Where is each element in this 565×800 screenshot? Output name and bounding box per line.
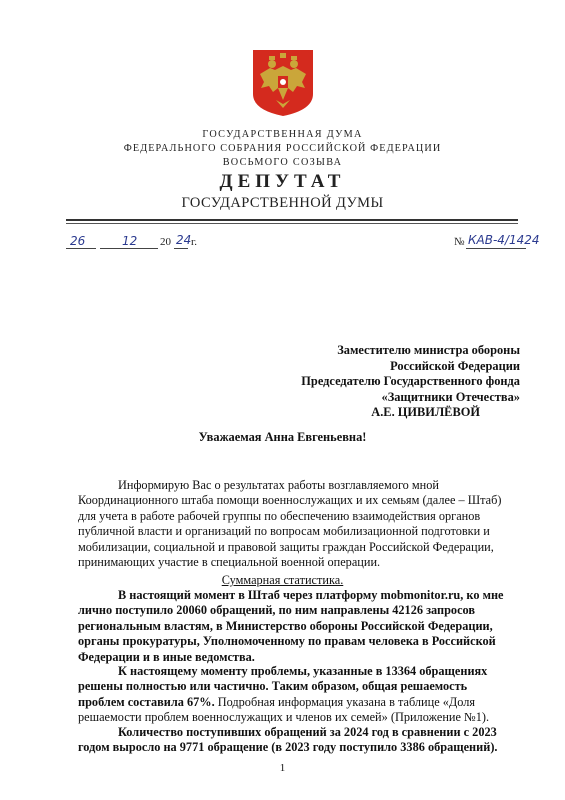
header-line-1: ГОСУДАРСТВЕННАЯ ДУМА: [202, 129, 363, 140]
intro-line: публичной власти и организаций по вопросам мобилизационной подготовки и: [78, 524, 490, 539]
intro-line: мобилизации, социальной и правовой защиты граждан Российской Федерации,: [78, 539, 494, 554]
addressee-line-2: Российской Федерации: [390, 358, 520, 373]
header-line-2: ФЕДЕРАЛЬНОГО СОБРАНИЯ РОССИЙСКОЙ ФЕДЕРАЦИИ: [123, 143, 442, 154]
statistics-line: В настоящий момент в Штаб через платформу mobmonitor.ru, ко мне: [118, 588, 504, 602]
header-rule-thin: [66, 223, 518, 224]
resolution-line: решаемости проблем военнослужащих и членов их семей» (Приложение №1).: [78, 710, 490, 725]
addressee-block: [301, 343, 520, 421]
statistics-paragraph: [78, 588, 522, 665]
intro-line: для учета в работе рабочей группы по обеспечению взаимодействия органов: [78, 508, 481, 523]
date-number-row: [66, 233, 540, 254]
addressee-line-4: «Защитники Отечества»: [381, 389, 520, 404]
date-day-line: [66, 248, 96, 249]
section-title: Суммарная статистика.: [221, 573, 344, 587]
comparison-line: годом выросло на 9771 обращение (в 2023 году поступило 3386 обращений).: [78, 740, 498, 755]
intro-line: Координационного штаба помощи военнослужащих и их семьям (далее – Штаб): [78, 493, 502, 508]
statistics-line: Федерации и в иные ведомства.: [78, 649, 255, 664]
coat-of-arms-emblem: [250, 48, 316, 118]
number-label: №: [454, 236, 465, 248]
statistics-line: региональным властям, в Министерство обороны Российской Федерации,: [78, 618, 493, 633]
date-year-prefix: 20: [160, 236, 171, 248]
statistics-line: органы прокуратуры, Уполномоченному по правам человека в Российской: [78, 634, 496, 649]
letterhead-subtitle: ГОСУДАРСТВЕННОЙ ДУМЫ: [181, 195, 384, 211]
addressee-name: А.Е. ЦИВИЛЁВОЙ: [371, 405, 480, 419]
resolution-line: решены полностью или частично. Таким образом, общая решаемость: [78, 679, 468, 694]
date-day: 26: [70, 234, 86, 248]
addressee-line-3: Председателю Государственного фонда: [301, 374, 520, 388]
header-line-3: ВОСЬМОГО СОЗЫВА: [222, 157, 343, 168]
date-year-unit: г.: [191, 236, 198, 248]
intro-paragraph: [78, 478, 522, 570]
comparison-line: Количество поступивших обращений за 2024 год в сравнении с 2023: [118, 725, 497, 739]
intro-line: принимающих участие в специальной военной операции.: [78, 555, 381, 570]
resolution-normal-fragment: Подробная информация указана в таблице «Доля: [214, 694, 476, 709]
resolution-bold-fragment: проблем составила 67%.: [78, 694, 215, 709]
header-rule-thick: [66, 219, 518, 221]
resolution-line-mixed: [78, 695, 522, 710]
intro-line: Информирую Вас о результатах работы возглавляемого мной: [118, 478, 439, 492]
date-month: 12: [122, 234, 138, 248]
resolution-paragraph: [78, 664, 522, 726]
statistics-line: лично поступило 20060 обращений, по ним направлены 42126 запросов: [78, 603, 476, 618]
comparison-paragraph: [78, 725, 522, 756]
document-number: КАВ-4/1424: [468, 233, 540, 247]
date-year-line: [174, 248, 188, 249]
resolution-line: К настоящему моменту проблемы, указанные в 13364 обращениях: [118, 664, 488, 678]
greeting: Уважаемая Анна Евгеньевна!: [198, 430, 367, 444]
page-number: 1: [279, 762, 286, 774]
addressee-line-1: Заместителю министра обороны: [337, 343, 520, 357]
date-year-suffix: 24: [176, 233, 192, 247]
document-number-line: [466, 248, 526, 249]
date-month-line: [100, 248, 158, 249]
letterhead-title: ДЕПУТАТ: [219, 171, 346, 192]
